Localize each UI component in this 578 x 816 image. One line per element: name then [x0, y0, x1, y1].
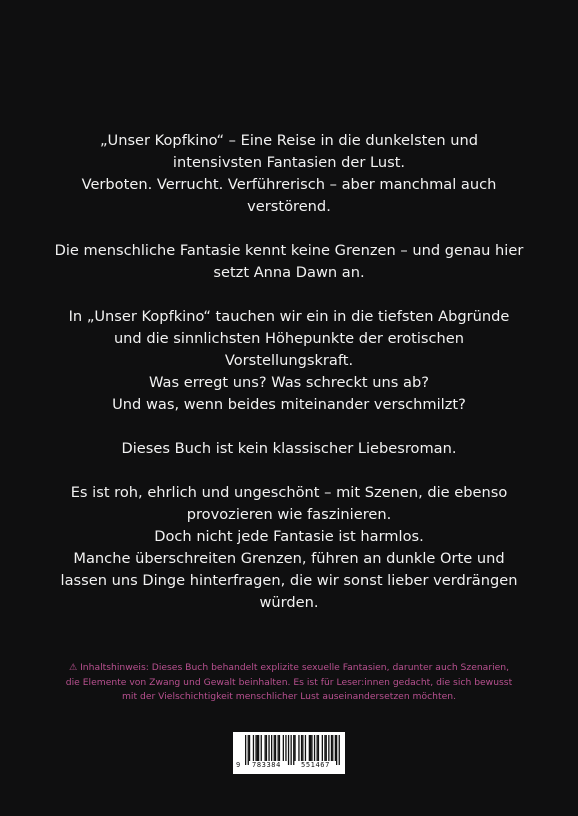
barcode-bar	[285, 735, 286, 761]
blurb-line: provozieren wie faszinieren.	[186, 506, 392, 523]
blurb-line: „Unser Kopfkino“ – Eine Reise in die dunkelsten und	[99, 132, 479, 149]
blurb-line: Verboten. Verrucht. Verführerisch – aber manchmal auch	[81, 176, 497, 193]
blurb-line: Doch nicht jede Fantasie ist harmlos.	[154, 528, 424, 545]
blurb-line: Vorstellungskraft.	[224, 352, 354, 369]
blurb-paragraph-2	[24, 240, 554, 284]
barcode-bar	[268, 735, 269, 761]
barcode-bar	[265, 735, 266, 761]
barcode-bar	[331, 735, 332, 761]
barcode-bar	[311, 735, 312, 761]
blurb-line: und die sinnlichsten Höhepunkte der erotischen	[113, 330, 465, 347]
blurb-line: verstörend.	[247, 198, 331, 215]
barcode-bar	[258, 735, 259, 761]
blurb-line: Und was, wenn beides miteinander verschmilzt?	[112, 396, 466, 413]
barcode-lead-digit: 9	[236, 761, 241, 769]
blurb-line: intensivsten Fantasien der Lust.	[172, 154, 406, 171]
barcode-bar	[298, 735, 299, 761]
isbn-barcode	[233, 732, 345, 774]
blurb-paragraph-5	[24, 482, 554, 614]
barcode-bar	[328, 735, 329, 761]
barcode-bar	[322, 735, 323, 761]
barcode-bar	[266, 735, 267, 761]
barcode-bar	[279, 735, 280, 761]
barcode-bar	[257, 735, 258, 761]
barcode-bar	[317, 735, 318, 761]
barcode-right-digits: 551467	[301, 761, 330, 769]
blurb-line: Dieses Buch ist kein klassischer Liebesroman.	[121, 440, 457, 457]
barcode-bar	[305, 735, 306, 761]
blurb-paragraph-3	[24, 306, 554, 416]
barcode-bar	[302, 735, 303, 761]
barcode-bar	[314, 735, 315, 761]
barcode-bar	[255, 735, 256, 761]
blurb-line: lassen uns Dinge hinterfragen, die wir sonst lieber verdrängen	[60, 572, 518, 589]
barcode-bar	[335, 735, 336, 761]
barcode-bar	[301, 735, 302, 761]
content-warning-line: ⚠ Inhaltshinweis: Dieses Buch behandelt explizite sexuelle Fantasien, darunter auch Szenarien,	[68, 662, 510, 673]
blurb-line: Was erregt uns? Was schreckt uns ab?	[149, 374, 429, 391]
barcode-bar	[318, 735, 319, 761]
barcode-bar	[294, 735, 295, 761]
blurb-line: setzt Anna Dawn an.	[213, 264, 365, 281]
content-warning-line: die Elemente von Zwang und Gewalt beinhalten. Es ist für Leser:innen gedacht, die sich bewusst	[65, 676, 513, 688]
barcode-bar	[332, 735, 333, 761]
blurb-text	[24, 130, 554, 614]
content-warning	[20, 661, 558, 705]
blurb-line: Die menschliche Fantasie kennt keine Grenzen – und genau hier	[54, 242, 524, 259]
barcode-bar	[261, 735, 262, 761]
content-warning-line: mit der Vielschichtigkeit menschlicher Lust auseinandersetzen möchten.	[121, 691, 457, 702]
barcode-bar	[326, 735, 327, 761]
barcode-bar	[283, 735, 284, 761]
blurb-paragraph-1	[24, 130, 554, 218]
barcode-bar	[271, 735, 272, 761]
blurb-line: In „Unser Kopfkino“ tauchen wir ein in die tiefsten Abgründe	[68, 308, 510, 325]
barcode-bar	[274, 735, 275, 761]
barcode-digits	[233, 761, 345, 772]
barcode-bar	[275, 735, 276, 761]
barcode-bar	[309, 735, 310, 761]
barcode-bar	[278, 735, 279, 761]
barcode-bar	[253, 735, 254, 761]
blurb-paragraph-4	[24, 438, 554, 460]
blurb-line: würden.	[259, 594, 319, 611]
blurb-line: Manche überschreiten Grenzen, führen an dunkle Orte und	[73, 550, 505, 567]
barcode-bar	[310, 735, 311, 761]
barcode-left-digits: 783384	[252, 761, 281, 769]
barcode-bar	[324, 735, 325, 761]
barcode-bar	[249, 735, 250, 761]
blurb-line: Es ist roh, ehrlich und ungeschönt – mit Szenen, die ebenso	[70, 484, 508, 501]
